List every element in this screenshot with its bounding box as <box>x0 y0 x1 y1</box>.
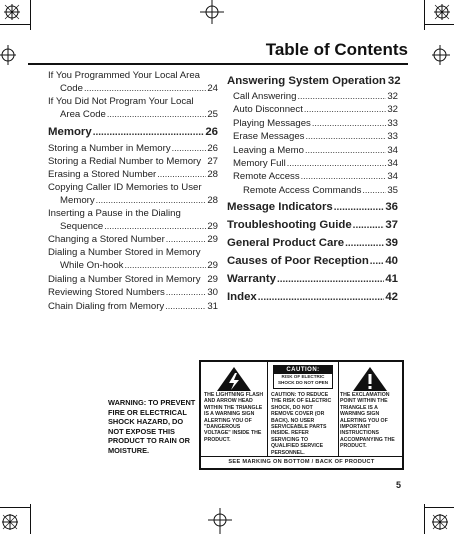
toc-entry[interactable] <box>227 170 398 183</box>
toc-section[interactable] <box>227 200 398 215</box>
leader-dots <box>370 254 385 269</box>
toc-entry-line <box>48 108 218 121</box>
toc-entry-text: Chain Dialing from Memory <box>48 300 165 312</box>
toc-page-number: 29 <box>207 260 218 272</box>
leader-dots <box>277 272 384 287</box>
leader-dots <box>353 218 385 233</box>
leader-dots <box>305 144 386 156</box>
leader-dots <box>301 170 387 182</box>
toc-section-title: Memory <box>48 125 92 138</box>
toc-entry-text: Copying Caller ID Memories to User <box>48 181 202 193</box>
toc-entry-text: While On-hook <box>60 260 124 272</box>
leader-dots <box>84 82 206 94</box>
toc-entry[interactable] <box>48 182 218 208</box>
leader-dots <box>304 103 386 115</box>
toc-page-number: 37 <box>385 219 398 232</box>
toc-entry[interactable] <box>227 144 398 157</box>
caution-subtext: RISK OF ELECTRIC SHOCK DO NOT OPEN <box>277 374 329 385</box>
toc-entry[interactable] <box>48 247 218 273</box>
toc-entry[interactable] <box>227 117 398 130</box>
toc-page-number: 40 <box>385 255 398 268</box>
toc-section[interactable] <box>227 218 398 233</box>
toc-entry[interactable] <box>227 157 398 170</box>
toc-entry[interactable] <box>48 155 218 168</box>
toc-entry-line <box>48 300 218 313</box>
toc-entry-text: Storing a Redial Number to Memory <box>48 156 202 168</box>
toc-section[interactable] <box>227 290 398 305</box>
toc-entry[interactable] <box>48 273 218 286</box>
toc-entry[interactable] <box>227 184 398 197</box>
toc-page-number: 33 <box>387 117 398 129</box>
toc-entry[interactable] <box>48 233 218 246</box>
warning-text: WARNING: TO PREVENT FIRE OR ELECTRICAL SHOCK HAZARD, DO NOT EXPOSE THIS PRODUCT TO RAIN OR MOISTURE. <box>108 398 196 455</box>
toc-page-number: 32 <box>387 91 398 102</box>
toc-entry[interactable] <box>48 208 218 234</box>
leader-dots <box>287 157 387 169</box>
toc-entry-text: Memory Full <box>233 158 286 170</box>
toc-section[interactable] <box>227 236 398 251</box>
toc-entry-text: Call Answering <box>233 91 297 102</box>
leader-dots <box>166 233 207 245</box>
caution-label <box>273 365 333 389</box>
toc-section-title: Answering System Operation <box>227 75 386 87</box>
leader-dots <box>93 125 205 140</box>
toc-entry-line <box>233 170 398 183</box>
caution-panel <box>267 362 339 456</box>
toc-entry[interactable] <box>48 168 218 181</box>
toc-page-number: 34 <box>387 144 398 156</box>
page-number: 5 <box>396 480 402 490</box>
toc-page-number: 41 <box>385 273 398 286</box>
toc-page-number: 26 <box>207 142 218 154</box>
page-header <box>28 40 408 65</box>
toc-page-number: 36 <box>385 201 398 214</box>
toc-page-number: 24 <box>207 83 218 95</box>
toc-entry-text: If You Programmed Your Local Area <box>48 70 201 81</box>
toc-entry[interactable] <box>227 130 398 143</box>
toc-entry-text: Playing Messages <box>233 117 311 129</box>
leader-dots <box>172 142 207 154</box>
warning-label-box <box>199 360 404 470</box>
toc-entry-line-wrap <box>48 247 218 259</box>
toc-section[interactable] <box>227 254 398 269</box>
toc-page-number: 29 <box>207 273 218 285</box>
toc-entry[interactable] <box>227 103 398 116</box>
lightning-triangle-icon <box>216 366 252 392</box>
toc-entry[interactable] <box>48 286 218 299</box>
toc-entry-line <box>48 194 218 207</box>
toc-page-number: 42 <box>385 291 398 304</box>
toc-page-number: 28 <box>207 169 218 181</box>
toc-entry-line-wrap <box>48 70 218 82</box>
toc-section-title: Warranty <box>227 273 276 286</box>
toc-entry-line <box>48 286 218 299</box>
lightning-warning-panel <box>201 362 267 456</box>
toc-entry-line <box>233 90 398 103</box>
toc-entry-line <box>233 144 398 157</box>
toc-entry[interactable] <box>227 90 398 103</box>
leader-dots <box>124 259 206 271</box>
toc-entry-line <box>233 103 398 116</box>
toc-entry-text: Area Code <box>60 109 106 121</box>
toc-entry-text: Erase Messages <box>233 131 305 143</box>
toc-section[interactable] <box>227 272 398 287</box>
toc-entry-text: Leaving a Memo <box>233 144 304 156</box>
toc-entry-line <box>48 155 218 168</box>
leader-dots <box>334 200 385 215</box>
toc-entry-line-wrap <box>48 182 218 194</box>
caution-text: CAUTION: TO REDUCE THE RISK OF ELECTRIC SHOCK, DO NOT REMOVE COVER (OR BACK). NO USER SERVICEABLE PARTS INSIDE. REFER SERVICING TO QUALIFIED SERVICE PERSONNEL. <box>271 392 332 456</box>
toc-entry-text: Auto Disconnect <box>233 104 303 116</box>
toc-entry-text: Changing a Stored Number <box>48 234 165 246</box>
toc-entry-text: Remote Access Commands <box>243 184 362 196</box>
toc-entry-line <box>48 142 218 155</box>
toc-entry-line <box>48 273 218 286</box>
leader-dots <box>157 168 206 180</box>
toc-section-title: Message Indicators <box>227 201 333 214</box>
toc-section-title: Troubleshooting Guide <box>227 219 352 232</box>
exclamation-triangle-icon <box>352 366 388 392</box>
leader-dots <box>165 300 206 312</box>
toc-entry-line <box>48 233 218 246</box>
warning-footer: SEE MARKING ON BOTTOM / BACK OF PRODUCT <box>201 456 402 468</box>
toc-entry-text: Dialing a Number Stored in Memory <box>48 246 201 258</box>
toc-entry-text: Dialing a Number Stored in Memory <box>48 273 201 285</box>
toc-page-number: 34 <box>387 171 398 183</box>
toc-page-number: 27 <box>207 156 218 168</box>
toc-entry-line <box>243 184 398 197</box>
caution-heading: CAUTION: <box>274 366 332 374</box>
toc-entry[interactable] <box>48 142 218 155</box>
toc-page-number: 26 <box>205 125 218 138</box>
leader-dots <box>104 220 206 232</box>
toc-section-title: Index <box>227 291 257 304</box>
toc-entry-text: Sequence <box>60 221 104 233</box>
toc-entry-line <box>48 82 218 95</box>
leader-dots <box>305 130 386 142</box>
toc-page-number: 28 <box>207 195 218 207</box>
leader-dots <box>345 236 384 251</box>
toc-right-column <box>227 71 401 306</box>
toc-entry-line-wrap <box>48 96 218 108</box>
toc-page-number: 32 <box>387 104 398 116</box>
toc-entry[interactable] <box>48 96 218 122</box>
toc-page-number: 25 <box>207 109 218 121</box>
toc-entry-text: Storing a Number in Memory <box>48 142 171 154</box>
toc-entry-text: Reviewing Stored Numbers <box>48 287 165 299</box>
toc-entry-line <box>48 259 218 272</box>
toc-entry-text: If You Did Not Program Your Local <box>48 95 194 107</box>
lightning-warning-text: THE LIGHTNING FLASH AND ARROW HEAD WITHIN THE TRIANGLE IS A WARNING SIGN ALERTING YOU OF "DANGEROUS VOLTAGE" INSIDE THE PRODUCT. <box>204 392 264 443</box>
toc-entry-line <box>48 220 218 233</box>
page-title: Table of Contents <box>265 40 408 59</box>
toc-entry[interactable] <box>48 70 218 96</box>
toc-page-number: 35 <box>387 184 398 196</box>
toc-entry-line <box>48 168 218 181</box>
toc-entry-text: Memory <box>60 195 95 207</box>
toc-entry-text: Erasing a Stored Number <box>48 169 157 181</box>
leader-dots <box>166 286 207 298</box>
title-rule <box>28 63 408 65</box>
toc-entry-line <box>233 157 398 170</box>
leader-dots <box>312 117 386 129</box>
toc-entry-text: Remote Access <box>233 171 300 183</box>
toc-page-number: 29 <box>207 221 218 233</box>
leader-dots <box>362 184 386 196</box>
toc-page-number: 32 <box>387 75 401 87</box>
leader-dots <box>96 194 207 206</box>
toc-page-number: 29 <box>207 234 218 246</box>
toc-entry[interactable] <box>48 300 218 313</box>
toc-page-number: 33 <box>387 131 398 143</box>
toc-page-number: 30 <box>207 287 218 299</box>
toc-left-column <box>48 70 218 313</box>
toc-page-number: 39 <box>385 237 398 250</box>
toc-section[interactable] <box>227 74 401 89</box>
exclamation-warning-panel <box>337 362 403 456</box>
toc-entry-line <box>233 117 398 130</box>
toc-entry-line <box>233 130 398 143</box>
toc-section[interactable] <box>48 125 218 140</box>
exclamation-warning-text: THE EXCLAMATION POINT WITHIN THE TRIANGLE IS A WARNING SIGN ALERTING YOU OF IMPORTANT INSTRUCTIONS ACCOMPANYING THE PRODUCT. <box>340 392 395 450</box>
toc-entry-text: Inserting a Pause in the Dialing <box>48 207 181 219</box>
leader-dots <box>297 90 386 102</box>
toc-section-title: Causes of Poor Reception <box>227 255 369 268</box>
toc-page-number: 34 <box>387 158 398 170</box>
leader-dots <box>258 290 385 305</box>
leader-dots <box>107 108 206 120</box>
toc-entry-line-wrap <box>48 208 218 220</box>
toc-entry-text: Code <box>60 83 83 95</box>
toc-section-title: General Product Care <box>227 237 345 250</box>
toc-page-number: 31 <box>207 300 218 312</box>
